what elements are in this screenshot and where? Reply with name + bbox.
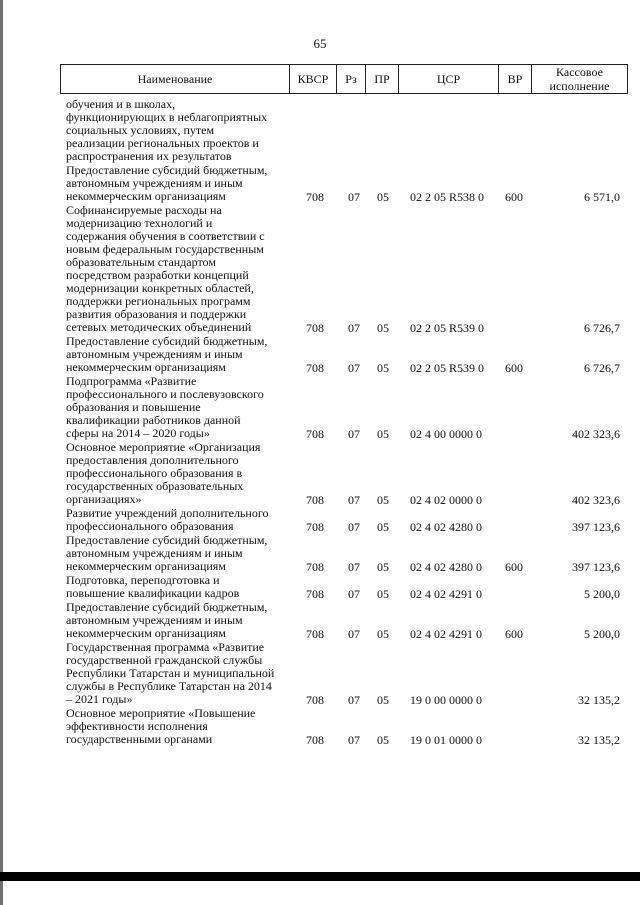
- row-csr: 02 2 05 R538 0: [410, 190, 485, 204]
- row-csr: 02 4 02 4280 0: [410, 520, 482, 534]
- row-name-line: Предоставление субсидий бюджетным,: [66, 334, 268, 348]
- row-amount: 32 135,2: [578, 733, 620, 747]
- row-pr: 05: [377, 693, 389, 707]
- row-pr: 05: [377, 493, 389, 507]
- row-name: [66, 601, 290, 640]
- row-amount: 5 200,0: [584, 587, 620, 601]
- row-name: [66, 441, 290, 506]
- row-pr: 05: [377, 627, 389, 641]
- row-pr: 05: [377, 361, 389, 375]
- row-rz: 07: [348, 693, 360, 707]
- header-rz: Рз: [337, 65, 366, 93]
- header-vr: ВР: [499, 65, 532, 93]
- row-name-line: модернизацию технологий и: [66, 216, 213, 230]
- table-row: [66, 375, 626, 440]
- row-pr: 05: [377, 520, 389, 534]
- row-rz: 07: [348, 587, 360, 601]
- row-amount: 6 726,7: [584, 361, 620, 375]
- row-kvsr: 708: [306, 560, 324, 574]
- row-name-line: функционирующих в неблагоприятных: [66, 110, 268, 124]
- row-kvsr: 708: [306, 733, 324, 747]
- row-name-line: Предоставление субсидий бюджетным,: [66, 600, 268, 614]
- row-name-line: службы в Республике Татарстан на 2014: [66, 679, 272, 693]
- row-name-line: предоставления дополнительного: [66, 453, 239, 467]
- row-name: [66, 507, 290, 533]
- row-name-line: социальных условиях, путем: [66, 123, 215, 137]
- row-rz: 07: [348, 361, 360, 375]
- row-kvsr: 708: [306, 493, 324, 507]
- row-rz: 07: [348, 493, 360, 507]
- table-row: [66, 98, 626, 163]
- row-pr: 05: [377, 560, 389, 574]
- row-name: [66, 574, 290, 600]
- row-rz: 07: [348, 733, 360, 747]
- row-csr: 02 2 05 R539 0: [410, 361, 485, 375]
- row-name-line: некоммерческим организациям: [66, 189, 226, 203]
- row-pr: 05: [377, 733, 389, 747]
- row-name-line: некоммерческим организациям: [66, 626, 226, 640]
- row-pr: 05: [377, 427, 389, 441]
- row-name-line: Софинансируемые расходы на: [66, 203, 222, 217]
- header-kvsr: КВСР: [290, 65, 337, 93]
- row-kvsr: 708: [306, 361, 324, 375]
- row-rz: 07: [348, 321, 360, 335]
- header-amount: Кассовое исполнение: [549, 65, 610, 93]
- row-name: [66, 375, 290, 440]
- row-kvsr: 708: [306, 321, 324, 335]
- row-name-line: профессионального образования в: [66, 466, 243, 480]
- page-number: 65: [313, 36, 327, 51]
- header-pr: ПР: [366, 65, 399, 93]
- row-name-line: автономным учреждениям и иным: [66, 176, 243, 190]
- row-pr: 05: [377, 587, 389, 601]
- row-name: [66, 641, 290, 706]
- row-name-line: Предоставление субсидий бюджетным,: [66, 163, 268, 177]
- row-csr: 02 4 02 4280 0: [410, 560, 482, 574]
- table-row: [66, 441, 626, 506]
- row-name-line: образовательным стандартом: [66, 255, 216, 269]
- row-kvsr: 708: [306, 520, 324, 534]
- row-name-line: Основное мероприятие «Повышение: [66, 706, 256, 720]
- row-csr: 02 4 02 0000 0: [410, 493, 482, 507]
- row-name-line: поддержки региональных программ: [66, 294, 251, 308]
- row-amount: 402 323,6: [572, 427, 620, 441]
- row-name-line: Подготовка, переподготовка и: [66, 573, 220, 587]
- row-kvsr: 708: [306, 427, 324, 441]
- table-row: [66, 335, 626, 374]
- row-amount: 397 123,6: [572, 520, 620, 534]
- table-row: [66, 707, 626, 746]
- row-amount: 6 571,0: [584, 190, 620, 204]
- row-name-line: Республики Татарстан и муниципальной: [66, 666, 275, 680]
- row-rz: 07: [348, 627, 360, 641]
- row-name-line: эффективности исполнения: [66, 719, 208, 733]
- row-vr: 600: [505, 190, 523, 204]
- row-name: [66, 335, 290, 374]
- row-amount: 6 726,7: [584, 321, 620, 335]
- row-name-line: автономным учреждениям и иным: [66, 546, 243, 560]
- row-pr: 05: [377, 190, 389, 204]
- row-name-line: модернизации конкретных областей,: [66, 281, 254, 295]
- row-csr: 02 4 00 0000 0: [410, 427, 482, 441]
- header-csr: ЦСР: [399, 65, 499, 93]
- row-rz: 07: [348, 190, 360, 204]
- row-pr: 05: [377, 321, 389, 335]
- row-rz: 07: [348, 427, 360, 441]
- header-name: Наименование: [61, 65, 290, 93]
- table-row: [66, 574, 626, 600]
- row-csr: 02 4 02 4291 0: [410, 587, 482, 601]
- row-rz: 07: [348, 560, 360, 574]
- row-name-line: государственных образовательных: [66, 479, 244, 493]
- row-name-line: повышение квалификации кадров: [66, 586, 240, 600]
- row-kvsr: 708: [306, 587, 324, 601]
- row-name-line: автономным учреждениям и иным: [66, 613, 243, 627]
- row-vr: 600: [505, 560, 523, 574]
- row-name-line: квалификации работников данной: [66, 413, 241, 427]
- row-name-line: развития образования и поддержки: [66, 307, 247, 321]
- table-row: [66, 204, 626, 334]
- row-name: [66, 98, 290, 163]
- row-csr: 02 4 02 4291 0: [410, 627, 482, 641]
- row-kvsr: 708: [306, 693, 324, 707]
- row-name-line: Развитие учреждений дополнительного: [66, 506, 269, 520]
- row-name-line: содержания обучения в соответствии с: [66, 229, 265, 243]
- row-name-line: – 2021 годы»: [66, 692, 133, 706]
- row-name-line: обучения и в школах,: [66, 97, 176, 111]
- row-kvsr: 708: [306, 627, 324, 641]
- row-name-line: автономным учреждениям и иным: [66, 347, 243, 361]
- row-name-line: посредством разработки концепций: [66, 268, 249, 282]
- row-csr: 19 0 00 0000 0: [410, 693, 482, 707]
- row-csr: 19 0 01 0000 0: [410, 733, 482, 747]
- row-vr: 600: [505, 361, 523, 375]
- row-amount: 402 323,6: [572, 493, 620, 507]
- row-amount: 397 123,6: [572, 560, 620, 574]
- row-csr: 02 2 05 R539 0: [410, 321, 485, 335]
- table-row: [66, 641, 626, 706]
- row-name-line: Основное мероприятие «Организация: [66, 440, 261, 454]
- scan-bottom-bar: [0, 872, 640, 881]
- row-name-line: государственными органами: [66, 732, 213, 746]
- row-name-line: Государственная программа «Развитие: [66, 640, 265, 654]
- row-rz: 07: [348, 520, 360, 534]
- row-name: [66, 164, 290, 203]
- row-name-line: сферы на 2014 – 2020 годы»: [66, 426, 210, 440]
- row-name-line: некоммерческим организациям: [66, 559, 226, 573]
- row-name-line: организациях»: [66, 492, 142, 506]
- row-name-line: некоммерческим организациям: [66, 360, 226, 374]
- row-name-line: Подпрограмма «Развитие: [66, 374, 197, 388]
- row-name: [66, 204, 290, 334]
- table-row: [66, 164, 626, 203]
- row-name-line: профессионального образования: [66, 519, 234, 533]
- row-name-line: новым федеральным государственным: [66, 242, 264, 256]
- row-amount: 32 135,2: [578, 693, 620, 707]
- table-row: [66, 534, 626, 573]
- row-name-line: государственной гражданской службы: [66, 653, 263, 667]
- row-name-line: распространения их результатов: [66, 149, 232, 163]
- row-name-line: реализации региональных проектов и: [66, 136, 259, 150]
- table-row: [66, 507, 626, 533]
- row-name-line: профессионального и послевузовского: [66, 387, 264, 401]
- row-kvsr: 708: [306, 190, 324, 204]
- row-name: [66, 534, 290, 573]
- row-name-line: Предоставление субсидий бюджетным,: [66, 533, 268, 547]
- row-amount: 5 200,0: [584, 627, 620, 641]
- row-vr: 600: [505, 627, 523, 641]
- table-row: [66, 601, 626, 640]
- row-name: [66, 707, 290, 746]
- row-name-line: сетевых методических объединений: [66, 320, 252, 334]
- row-name-line: образования и повышение: [66, 400, 201, 414]
